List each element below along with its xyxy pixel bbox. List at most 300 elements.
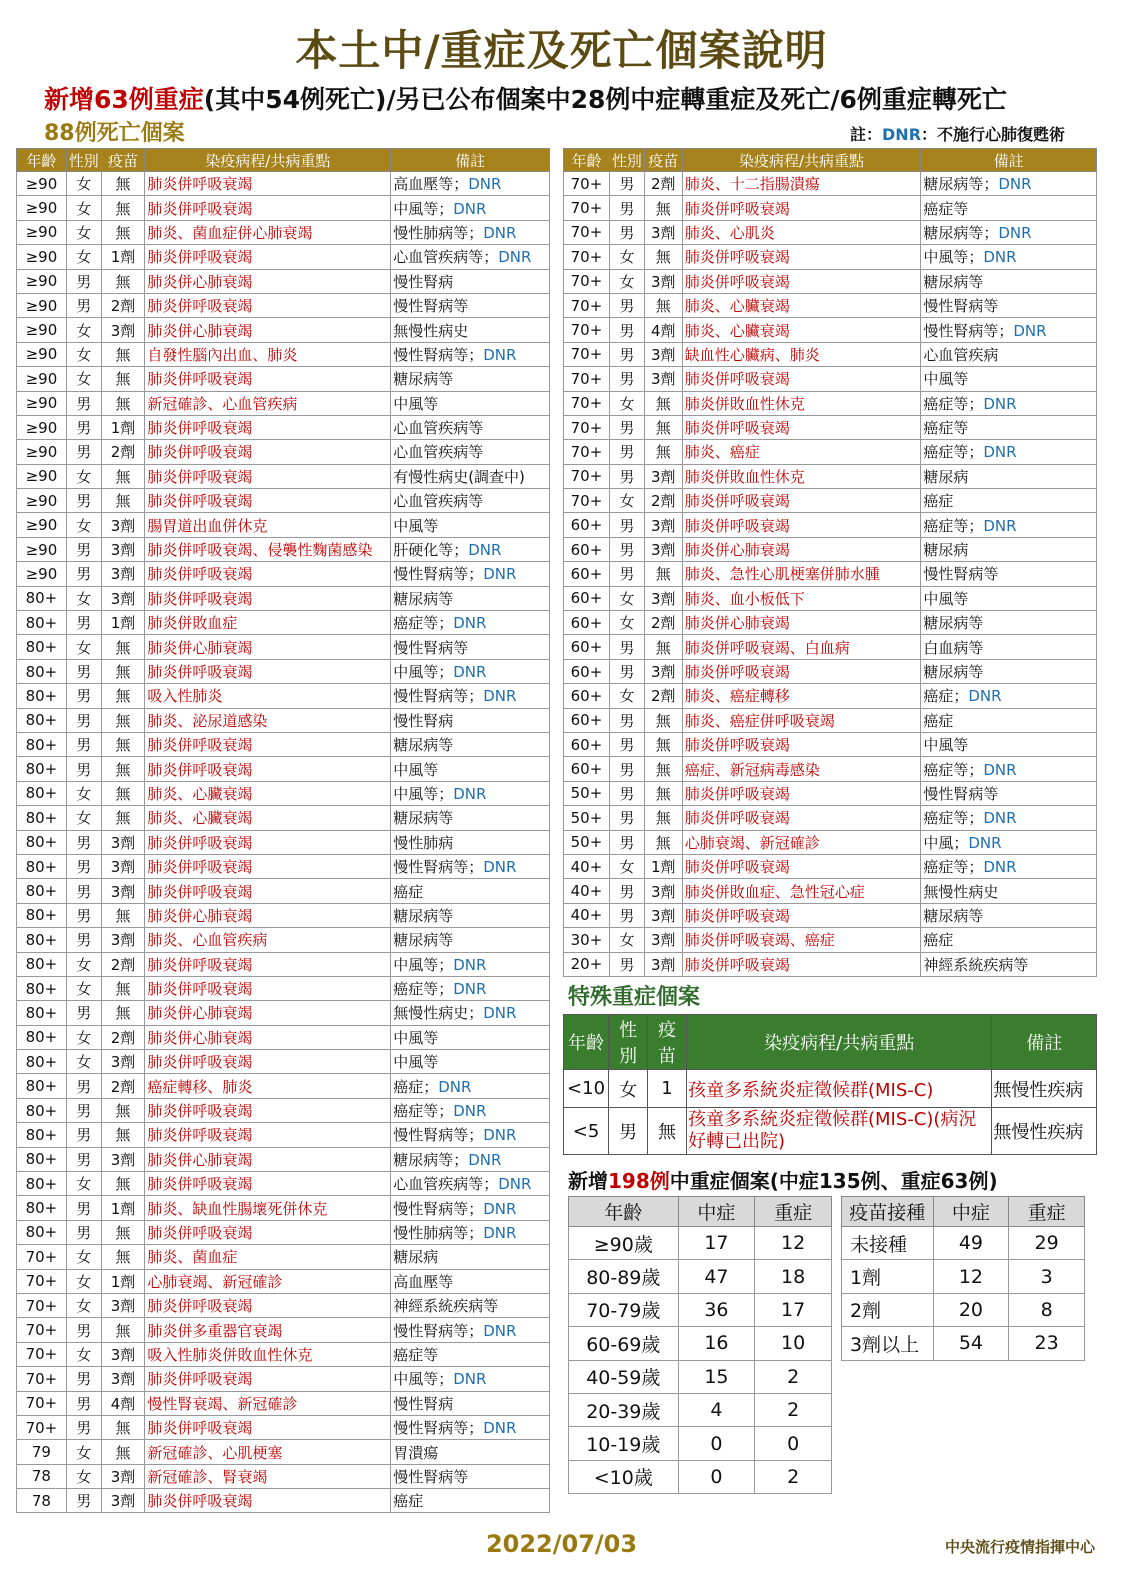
case-row: [17, 659, 550, 683]
cell-age: 40+: [564, 903, 610, 927]
case-row: [17, 562, 550, 586]
cell-remark: [391, 684, 550, 708]
cell-age: 40+: [564, 854, 610, 878]
case-row: [17, 196, 550, 220]
special-row: [564, 1108, 1097, 1155]
dnr-tag: DNR: [453, 980, 487, 999]
cell-vaccine: 無: [644, 635, 682, 659]
cell-remark: [391, 513, 550, 537]
cell-age: ≥90: [17, 245, 67, 269]
cell-sex: 男: [609, 440, 644, 464]
cell-sex: 男: [66, 391, 101, 415]
cell-remark: [921, 659, 1097, 683]
cell-severe: 3: [1009, 1260, 1085, 1293]
cell-remark: [391, 293, 550, 317]
cell-remark: [391, 976, 550, 1000]
cell-sex: 女: [609, 854, 644, 878]
cell-remark: [921, 854, 1097, 878]
cell-age: 80+: [17, 1025, 67, 1049]
dnr-tag: DNR: [483, 565, 517, 584]
cell-sex: 女: [66, 342, 101, 366]
cell-course: 吸入性肺炎: [145, 684, 391, 708]
cell-moderate: 0: [678, 1460, 755, 1493]
cell-age: 40+: [564, 879, 610, 903]
dnr-tag: DNR: [998, 175, 1032, 194]
cell-age: 70+: [564, 415, 610, 439]
cell-age: 60+: [564, 635, 610, 659]
cell-course: 肺炎併心肺衰竭: [145, 635, 391, 659]
dnr-tag: DNR: [438, 1077, 472, 1096]
cell-moderate: 54: [933, 1327, 1009, 1360]
death-table-left: [16, 148, 550, 1513]
cell-sex: 女: [66, 464, 101, 488]
cell-remark: [391, 1074, 550, 1098]
cell-age: 70+: [564, 342, 610, 366]
cell-sex: 男: [609, 562, 644, 586]
cell-remark: [391, 562, 550, 586]
cell-sex: 女: [66, 1025, 101, 1049]
cell-course: 癌症轉移、肺炎: [145, 1074, 391, 1098]
cell-age: 80+: [17, 1172, 67, 1196]
cell-sex: 女: [609, 245, 644, 269]
cell-vaccine: 無: [101, 903, 145, 927]
remark-text: 糖尿病等: [393, 931, 454, 950]
cell-remark: [391, 611, 550, 635]
cell-vaccine: 無: [101, 781, 145, 805]
cell-vaccine: 3劑: [101, 318, 145, 342]
cell-moderate: 36: [678, 1293, 755, 1326]
cell-remark: [921, 513, 1097, 537]
cell-sex: 男: [66, 1001, 101, 1025]
cell-vaccine: 無: [101, 1440, 145, 1464]
cell-age: 60+: [564, 586, 610, 610]
case-row: [17, 1245, 550, 1269]
cell-remark: [921, 928, 1097, 952]
cell-age: 70+: [17, 1367, 67, 1391]
cell-remark: [921, 318, 1097, 342]
cell-vaccine: 3劑: [644, 220, 682, 244]
cell-sex: 男: [609, 903, 644, 927]
cell-course: 肺炎、心肌炎: [682, 220, 921, 244]
cell-sex: 男: [609, 659, 644, 683]
cell-course: 心肺衰竭、新冠確診: [145, 1269, 391, 1293]
cell-remark: [391, 757, 550, 781]
cell-sex: 女: [66, 1172, 101, 1196]
cell-category: 70-79歲: [569, 1293, 679, 1326]
cell-course: 肺炎、癌症: [682, 440, 921, 464]
cell-vaccine: 3劑: [101, 1050, 145, 1074]
cell-age: 80+: [17, 976, 67, 1000]
remark-text: 中風等: [923, 736, 969, 755]
case-row: [564, 342, 1097, 366]
special-cases-heading: 特殊重症個案: [568, 985, 701, 1010]
cell-remark: [391, 1415, 550, 1439]
cell-course: 孩童多系統炎症徵候群(MIS-C): [686, 1070, 991, 1108]
cell-vaccine: 1劑: [644, 854, 682, 878]
cell-sex: 女: [66, 367, 101, 391]
cell-remark: [921, 830, 1097, 854]
summary-row: [569, 1427, 832, 1460]
dnr-tag: DNR: [983, 516, 1017, 535]
dnr-tag: DNR: [453, 663, 487, 681]
dnr-tag: DNR: [453, 784, 487, 803]
header-vaccine: 疫苗: [644, 149, 682, 172]
dnr-tag: DNR: [483, 1223, 517, 1242]
remark-text: 中風等；: [393, 199, 454, 218]
cell-age: 60+: [564, 732, 610, 756]
remark-text: 高血壓等；: [393, 175, 469, 194]
cell-age: 80+: [17, 757, 67, 781]
cell-course: 肺炎併呼吸衰竭: [682, 903, 921, 927]
case-row: [17, 611, 550, 635]
remark-text: 癌症: [923, 931, 954, 950]
dnr-tag: DNR: [468, 175, 502, 194]
cell-vaccine: 無: [644, 708, 682, 732]
cell-remark: [921, 245, 1097, 269]
cell-sex: 男: [609, 1108, 648, 1155]
cell-age: 50+: [564, 830, 610, 854]
cell-age: 60+: [564, 562, 610, 586]
cell-remark: [921, 781, 1097, 805]
remark-text: 神經系統疾病等: [923, 955, 1029, 974]
cell-age: 70+: [564, 367, 610, 391]
cell-remark: [391, 440, 550, 464]
cell-vaccine: 無: [644, 415, 682, 439]
cell-sex: 女: [609, 391, 644, 415]
age-header-age: 年齡: [569, 1197, 679, 1227]
cell-age: 79: [17, 1440, 67, 1464]
special-header-vaccine: 疫苗: [648, 1015, 687, 1070]
cell-vaccine: 無: [101, 269, 145, 293]
dnr-tag: DNR: [998, 223, 1032, 242]
cell-course: 肺炎、心臟衰竭: [145, 806, 391, 830]
cell-remark: [391, 854, 550, 878]
cell-remark: [391, 635, 550, 659]
cell-course: 肺炎、癌症併呼吸衰竭: [682, 708, 921, 732]
remark-text: 慢性腎病等；: [393, 565, 484, 584]
cell-vaccine: 無: [101, 684, 145, 708]
cell-course: 肺炎併呼吸衰竭: [145, 952, 391, 976]
cell-vaccine: 無: [101, 489, 145, 513]
report-date: 2022/07/03: [485, 1530, 638, 1558]
cell-sex: 男: [66, 879, 101, 903]
cell-age: 80+: [17, 611, 67, 635]
summary-row: [569, 1327, 832, 1360]
cell-course: 新冠確診、心血管疾病: [145, 391, 391, 415]
cell-sex: 男: [66, 854, 101, 878]
cell-sex: 男: [66, 659, 101, 683]
cell-remark: [391, 1391, 550, 1415]
dnr-tag: DNR: [1013, 321, 1047, 340]
cell-remark: [391, 1440, 550, 1464]
cell-age: 60+: [564, 684, 610, 708]
cell-age: 70+: [564, 391, 610, 415]
cell-remark: [391, 1318, 550, 1342]
cell-vaccine: 2劑: [644, 489, 682, 513]
cell-course: 肺炎、菌血症: [145, 1245, 391, 1269]
cell-vaccine: 3劑: [644, 513, 682, 537]
case-row: [17, 1367, 550, 1391]
dnr-tag: DNR: [968, 687, 1002, 706]
cell-age: 70+: [17, 1293, 67, 1317]
remark-text: 無慢性病史: [923, 882, 999, 901]
dnr-tag: DNR: [483, 223, 517, 242]
remark-text: 慢性腎病等；: [923, 321, 1014, 340]
cell-remark: [921, 367, 1097, 391]
remark-text: 糖尿病等: [393, 370, 454, 389]
cell-remark: [921, 635, 1097, 659]
cell-vaccine: 2劑: [644, 172, 682, 196]
case-row: [17, 635, 550, 659]
cell-sex: 女: [66, 318, 101, 342]
cell-age: ≥90: [17, 293, 67, 317]
cell-remark: [921, 537, 1097, 561]
cell-course: 缺血性心臟病、肺炎: [682, 342, 921, 366]
remark-text: 心血管疾病等: [393, 419, 484, 438]
cell-sex: 男: [66, 830, 101, 854]
cell-remark: [391, 1220, 550, 1244]
cell-vaccine: 3劑: [101, 1147, 145, 1171]
cell-remark: [921, 415, 1097, 439]
cell-remark: [391, 1172, 550, 1196]
cell-vaccine: 3劑: [644, 537, 682, 561]
cell-remark: [391, 1367, 550, 1391]
dnr-tag: DNR: [483, 687, 517, 706]
case-row: [17, 854, 550, 878]
cell-vaccine: 無: [101, 220, 145, 244]
cell-sex: 女: [66, 1269, 101, 1293]
cell-sex: 男: [609, 732, 644, 756]
remark-text: 癌症等；: [923, 858, 984, 877]
new-cases-suffix: 中重症個案(中症135例、重症63例): [669, 1169, 998, 1193]
cell-vaccine: 3劑: [644, 879, 682, 903]
remark-text: 糖尿病: [923, 541, 969, 560]
remark-text: 癌症等；: [923, 516, 984, 535]
cell-vaccine: 3劑: [101, 586, 145, 610]
case-row: [17, 318, 550, 342]
cell-sex: 女: [66, 781, 101, 805]
new-cases-heading: [568, 1165, 998, 1194]
cell-severe: 10: [755, 1327, 832, 1360]
dnr-tag: DNR: [468, 1150, 502, 1169]
cell-vaccine: 無: [101, 1220, 145, 1244]
cell-course: 肺炎併心肺衰竭: [682, 611, 921, 635]
cell-vaccine: 無: [101, 976, 145, 1000]
cell-age: 60+: [564, 659, 610, 683]
cell-category: <10歲: [569, 1460, 679, 1493]
cell-vaccine: 無: [644, 830, 682, 854]
case-row: [564, 172, 1097, 196]
case-row: [17, 1147, 550, 1171]
cell-course: 肺炎併呼吸衰竭: [145, 1293, 391, 1317]
cell-vaccine: 無: [101, 1245, 145, 1269]
cell-course: 肺炎併呼吸衰竭: [682, 196, 921, 220]
cell-category: ≥90歲: [569, 1227, 679, 1260]
case-row: [17, 757, 550, 781]
cell-vaccine: 無: [101, 635, 145, 659]
dnr-tag: DNR: [983, 443, 1017, 462]
cell-course: 肺炎併呼吸衰竭: [145, 732, 391, 756]
cell-moderate: 0: [678, 1427, 755, 1460]
cell-remark: [391, 342, 550, 366]
remark-text: 中風等；: [393, 784, 454, 803]
cell-age: 80+: [17, 928, 67, 952]
case-row: [17, 1318, 550, 1342]
cell-age: ≥90: [17, 562, 67, 586]
cell-sex: 男: [66, 1367, 101, 1391]
summary-row: [842, 1327, 1085, 1360]
cell-age: 60+: [564, 537, 610, 561]
cell-moderate: 15: [678, 1360, 755, 1393]
vac-header-dose: 疫苗接種: [842, 1197, 934, 1227]
cell-age: ≥90: [17, 440, 67, 464]
cell-sex: 女: [66, 806, 101, 830]
case-row: [17, 1342, 550, 1366]
cell-sex: 男: [609, 757, 644, 781]
cell-age: 50+: [564, 781, 610, 805]
remark-text: 慢性腎病等: [923, 565, 999, 584]
cell-remark: [391, 245, 550, 269]
vaccine-summary-table: [841, 1196, 1085, 1361]
case-row: [564, 635, 1097, 659]
cell-moderate: 20: [933, 1293, 1009, 1326]
cell-vaccine: 2劑: [101, 440, 145, 464]
cell-remark: [921, 172, 1097, 196]
cell-sex: 女: [66, 976, 101, 1000]
dnr-tag: DNR: [483, 345, 517, 364]
header-age: 年齡: [17, 149, 67, 172]
remark-text: 糖尿病等: [393, 589, 454, 608]
cell-sex: 男: [609, 806, 644, 830]
cell-age: 80+: [17, 1196, 67, 1220]
cell-course: 肺炎併呼吸衰竭、癌症: [682, 928, 921, 952]
cell-vaccine: 3劑: [101, 1367, 145, 1391]
case-row: [17, 708, 550, 732]
cell-sex: 男: [609, 830, 644, 854]
cell-vaccine: 3劑: [101, 537, 145, 561]
dnr-tag: DNR: [483, 1126, 517, 1145]
cell-course: 肺炎併呼吸衰竭: [682, 513, 921, 537]
case-row: [564, 830, 1097, 854]
cell-age: 78: [17, 1464, 67, 1488]
cell-age: 50+: [564, 806, 610, 830]
cell-sex: 男: [66, 757, 101, 781]
remark-text: 糖尿病等: [923, 272, 984, 291]
cell-sex: 女: [609, 684, 644, 708]
case-row: [17, 976, 550, 1000]
cell-course: 肺炎併呼吸衰竭: [145, 976, 391, 1000]
cell-sex: 男: [66, 684, 101, 708]
cell-moderate: 17: [678, 1227, 755, 1260]
case-row: [17, 415, 550, 439]
remark-text: 糖尿病等；: [393, 1150, 469, 1169]
case-row: [564, 806, 1097, 830]
dnr-tag: DNR: [453, 955, 487, 974]
cell-remark: [921, 879, 1097, 903]
cell-vaccine: 無: [101, 732, 145, 756]
cell-sex: 女: [66, 1050, 101, 1074]
cell-course: 肺炎併呼吸衰竭: [682, 854, 921, 878]
remark-text: 中風等；: [393, 663, 454, 681]
remark-text: 癌症等；: [923, 760, 984, 779]
cell-age: ≥90: [17, 537, 67, 561]
cell-remark: [391, 586, 550, 610]
cell-course: 肺炎併呼吸衰竭: [145, 879, 391, 903]
dnr-note: [850, 122, 1065, 145]
cell-course: 肺炎併呼吸衰竭、侵襲性麴菌感染: [145, 537, 391, 561]
remark-text: 慢性肺病: [393, 833, 454, 852]
cell-course: 新冠確診、腎衰竭: [145, 1464, 391, 1488]
cell-category: 未接種: [842, 1227, 934, 1260]
cell-vaccine: 3劑: [644, 586, 682, 610]
summary-row: [569, 1393, 832, 1426]
case-row: [564, 440, 1097, 464]
cell-sex: 女: [609, 269, 644, 293]
cell-vaccine: 4劑: [101, 1391, 145, 1415]
dnr-tag: DNR: [483, 858, 517, 877]
vac-header-moderate: 中症: [933, 1197, 1009, 1227]
cell-category: 20-39歲: [569, 1393, 679, 1426]
case-row: [564, 708, 1097, 732]
cell-remark: [391, 1025, 550, 1049]
cell-age: 70+: [564, 269, 610, 293]
cell-vaccine: 3劑: [101, 1293, 145, 1317]
cell-course: 吸入性肺炎併敗血性休克: [145, 1342, 391, 1366]
cell-course: 慢性腎衰竭、新冠確診: [145, 1391, 391, 1415]
cell-age: 30+: [564, 928, 610, 952]
cell-remark: 無慢性疾病: [992, 1108, 1097, 1155]
cell-remark: [391, 367, 550, 391]
header-remark: 備註: [391, 149, 550, 172]
cell-sex: 男: [609, 342, 644, 366]
cell-age: 70+: [17, 1391, 67, 1415]
cell-sex: 男: [609, 635, 644, 659]
cell-age: 80+: [17, 1220, 67, 1244]
cell-remark: [391, 806, 550, 830]
cell-vaccine: 無: [101, 196, 145, 220]
cell-vaccine: 無: [101, 1318, 145, 1342]
new-cases-count: 198例: [608, 1169, 670, 1193]
cell-remark: [921, 196, 1097, 220]
cell-course: 肺炎併呼吸衰竭: [145, 196, 391, 220]
cell-severe: 2: [755, 1460, 832, 1493]
cell-vaccine: 3劑: [644, 342, 682, 366]
cell-age: 60+: [564, 513, 610, 537]
cell-remark: [921, 684, 1097, 708]
case-row: [564, 854, 1097, 878]
case-row: [564, 611, 1097, 635]
cell-age: ≥90: [17, 513, 67, 537]
cell-category: 2劑: [842, 1293, 934, 1326]
cell-sex: 男: [609, 196, 644, 220]
remark-text: 癌症等: [923, 199, 969, 218]
cell-remark: [921, 562, 1097, 586]
remark-text: 中風等；: [393, 1370, 454, 1389]
cell-remark: [391, 391, 550, 415]
remark-text: 糖尿病等: [923, 906, 984, 925]
case-row: [564, 318, 1097, 342]
cell-age: 70+: [564, 245, 610, 269]
age-header-moderate: 中症: [678, 1197, 755, 1227]
cell-vaccine: 3劑: [644, 464, 682, 488]
cell-remark: [391, 879, 550, 903]
cell-remark: [921, 220, 1097, 244]
remark-text: 糖尿病: [393, 1248, 439, 1267]
cell-remark: [391, 1050, 550, 1074]
cell-sex: 男: [66, 415, 101, 439]
cell-course: 肺炎併呼吸衰竭: [682, 952, 921, 976]
cell-moderate: 12: [933, 1260, 1009, 1293]
